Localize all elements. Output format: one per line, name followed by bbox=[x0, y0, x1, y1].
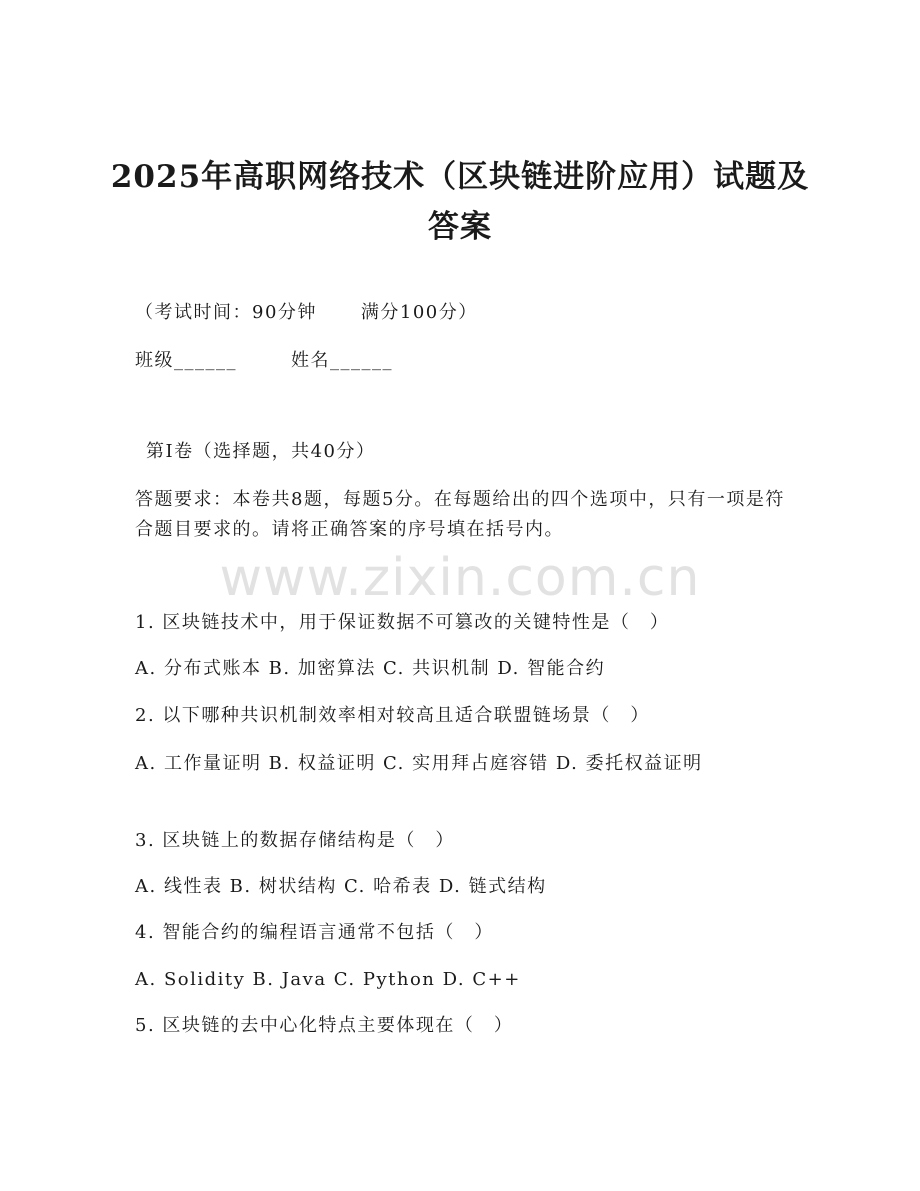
question-stem: 1. 区块链技术中，用于保证数据不可篡改的关键特性是（ ） bbox=[135, 612, 670, 633]
section-title: 第Ⅰ卷（选择题，共40分） bbox=[146, 441, 376, 462]
question-stem: 4. 智能合约的编程语言通常不包括（ ） bbox=[135, 922, 494, 943]
question-options: A. 分布式账本 B. 加密算法 C. 共识机制 D. 智能合约 bbox=[135, 658, 606, 679]
exam-score: 满分100分） bbox=[360, 302, 478, 323]
exam-info bbox=[135, 300, 785, 326]
name-field: 姓名______ bbox=[291, 350, 393, 371]
question-options: A. 工作量证明 B. 权益证明 C. 实用拜占庭容错 D. 委托权益证明 bbox=[135, 753, 703, 774]
question-stem: 2. 以下哪种共识机制效率相对较高且适合联盟链场景（ ） bbox=[135, 705, 650, 726]
watermark: www.zixin.com.cn bbox=[219, 548, 701, 608]
question-stem: 3. 区块链上的数据存储结构是（ ） bbox=[135, 830, 455, 851]
question-stem: 5. 区块链的去中心化特点主要体现在（ ） bbox=[135, 1015, 514, 1036]
student-info bbox=[135, 348, 785, 374]
class-field: 班级______ bbox=[135, 350, 237, 371]
question-options: A. Solidity B. Java C. Python D. C++ bbox=[135, 969, 521, 990]
question-options: A. 线性表 B. 树状结构 C. 哈希表 D. 链式结构 bbox=[135, 876, 547, 897]
document-title: 2025年高职网络技术（区块链进阶应用）试题及答案 bbox=[110, 159, 810, 245]
instructions: 答题要求：本卷共8题，每题5分。在每题给出的四个选项中，只有一项是符合题目要求的。请将正确答案的序号填在括号内。 bbox=[135, 489, 785, 540]
exam-time: （考试时间：90分钟 bbox=[135, 302, 317, 323]
